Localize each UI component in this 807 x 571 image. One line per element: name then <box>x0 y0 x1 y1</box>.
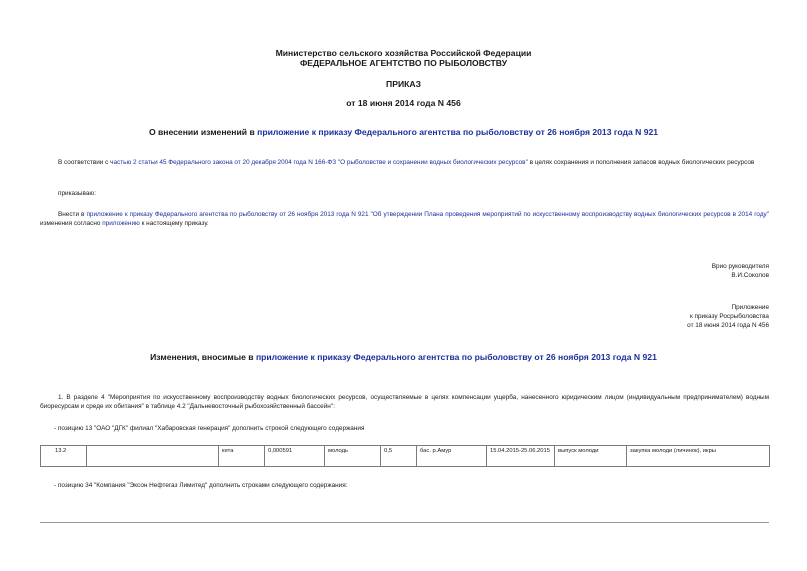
doc-title-prefix: О внесении изменений в <box>148 127 258 137</box>
order-text-2: изменения согласно <box>40 220 103 227</box>
bullet-position-34: - позицию 34 "Компания "Эксон Нефтегаз Лимитед" дополнить строками следующего содержания: <box>54 482 348 489</box>
ministry-name: Министерство сельского хозяйства Российской Федерации <box>275 48 532 58</box>
appendix-label: Приложение <box>731 304 769 311</box>
cell-weight: 0,5 <box>381 446 417 467</box>
cell-volume: 0,000591 <box>265 446 325 467</box>
cell-species: кета <box>219 446 265 467</box>
order-paragraph <box>40 210 769 228</box>
cell-dates: 15.04.2015-25.06.2015 <box>487 446 555 467</box>
signature-role: Врио руководителя <box>711 263 769 270</box>
cell-basin: бас. р.Амур <box>417 446 487 467</box>
cell-activity: выпуск молоди <box>555 446 627 467</box>
changes-title-link[interactable]: приложение к приказу Федерального агентства по рыболовству от 26 ноября 2013 года N 921 <box>255 352 657 362</box>
cell-procurement: закупка молоди (личинок), икры <box>627 446 770 467</box>
cell-stage: молодь <box>325 446 381 467</box>
doc-title <box>0 127 807 137</box>
doc-type: ПРИКАЗ <box>386 79 421 89</box>
changes-table <box>40 445 770 467</box>
appendix-to: к приказу Росрыболовства <box>689 313 769 320</box>
order-text-3: к настоящему приказу. <box>139 220 209 227</box>
preamble-text-1: В соответствии с <box>58 159 111 166</box>
order-word: приказываю: <box>58 190 96 197</box>
appendix-date: от 18 июня 2014 года N 456 <box>687 322 769 329</box>
preamble-paragraph <box>40 158 769 167</box>
changes-title <box>0 352 807 362</box>
agency-name: ФЕДЕРАЛЬНОЕ АГЕНТСТВО ПО РЫБОЛОВСТВУ <box>299 58 508 68</box>
law-link[interactable]: частью 2 статьи 45 Федерального закона от 20 декабря 2004 года N 166-ФЗ "О рыболовстве и сохранении водных биологических ресурсов" <box>110 159 528 166</box>
order-text-1: Внести в <box>58 211 87 218</box>
changes-title-prefix: Изменения, вносимые в <box>150 352 256 362</box>
signature-name: В.И.Соколов <box>731 272 769 279</box>
bullet-position-13: - позицию 13 "ОАО "ДГК" филиал "Хабаровская генерация" дополнить строкой следующего содержания <box>54 425 365 432</box>
appendix-link[interactable]: приложению <box>102 220 140 227</box>
order-link[interactable]: приложение к приказу Федерального агентства по рыболовству от 26 ноября 2013 года N 921 "Об утверждении Плана проведения мероприятий по искусственному воспроизводству водных биологических ресурсов в 2014 году" <box>86 211 770 218</box>
divider-line <box>40 522 769 523</box>
doc-date: от 18 июня 2014 года N 456 <box>346 98 461 108</box>
doc-title-link[interactable]: приложение к приказу Федерального агентства по рыболовству от 26 ноября 2013 года N 921 <box>257 127 659 137</box>
cell-empty <box>87 446 219 467</box>
table-row <box>41 446 770 467</box>
cell-number: 13.2 <box>41 446 87 467</box>
preamble-text-2: в целях сохранения и пополнения запасов водных биологических ресурсов <box>527 159 755 166</box>
item-1-paragraph: 1. В разделе 4 "Мероприятия по искусственному воспроизводству водных биологических ресурсов, осуществляемые в целях компенсации ущерба, нанесенного юридическим лицом (индивидуальным предпринимателем) водным биоресурсам и среде их обитания" в таблице 4.2 "Дальневосточный рыбохозяйственный бассейн": <box>40 394 769 410</box>
